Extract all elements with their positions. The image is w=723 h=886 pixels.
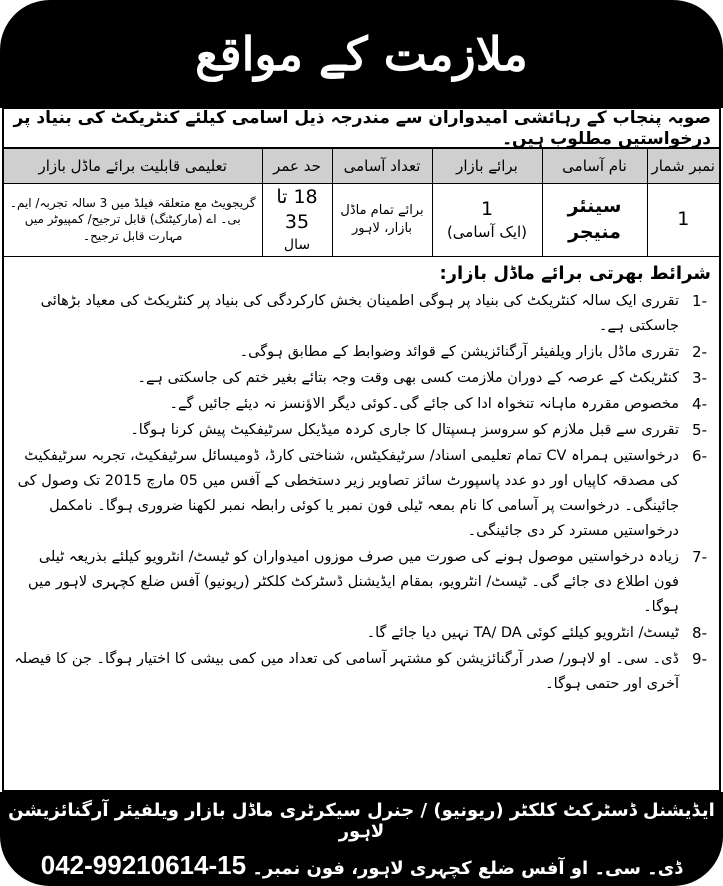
col-qualification: تعلیمی قابلیت برائے ماڈل بازار [4,149,262,183]
cell-market: برائے تمام ماڈل بازار، لاہور [332,183,432,256]
item-number: 1- [692,291,707,310]
vacancy-table [4,149,719,257]
item-text: ڈی۔ سی۔ او لاہور/ صدر آرگنائزیشن کو مشتہر آسامی کی تعداد میں کمی بیشی کا اختیار ہوگا۔ جن کا فیصلہ آخری اور حتمی ہوگا۔ [14,650,679,692]
list-item [12,621,711,646]
item-number: 6- [692,446,707,465]
title-banner [0,0,723,108]
list-item [12,647,711,697]
list-item [12,289,711,339]
conditions-heading: شرائط بھرتی برائے ماڈل بازار: [439,262,711,284]
item-number: 9- [692,649,707,668]
footer-address-text: ڈی۔ سی۔ او آفس ضلع کچہری لاہور، فون نمبر۔ [252,858,683,879]
item-text: درخواستیں ہمراہ CV تمام تعلیمی اسناد/ سرٹیفکیٹس، شناختی کارڈ، ڈومیسائل سرٹیفکیٹ، تجربہ سرٹیفکیٹ کی مصدقہ کاپیاں اور دو عدد پاسپورٹ سائز تصاویر زیر دستخطی کے آفس میں 05 مارچ 2015 تک وصول کی جائینگی۔ درخواست پر آسامی کا نام بمعہ ٹیلی فون نمبر یا کوئی رابطہ نمبر لکھنا ضروری ہوگا۔ نامکمل درخواستیں مسترد کر دی جائینگی۔ [17,447,679,539]
list-item [12,340,711,365]
ad-body [2,107,721,792]
item-number: 8- [692,623,707,642]
intro-text: صوبہ پنجاب کے رہائشی اُمیدواران سے مندرجہ ذیل آسامی کیلئے کنٹریکٹ کی بنیاد پر درخواستیں مطلوب ہیں۔ [4,109,719,149]
item-text: زیادہ درخواستیں موصول ہونے کی صورت میں صرف موزوں امیدواران کو ٹیسٹ/ انٹرویو کیلئے بذریعہ ٹیلی فون اطلاع دی جائے گی۔ ٹیسٹ/ انٹرویو، بمقام ایڈیشنل ڈسٹرکٹ کلکٹر (ریونیو) آفس ضلع کچہری لاہور میں ہوگا۔ [28,548,679,615]
list-item [12,392,711,417]
item-number: 2- [692,342,707,361]
col-age: حد عمر [262,149,332,183]
item-text: ٹیسٹ/ انٹرویو کیلئے کوئی TA/ DA نہیں دیا جائے گا۔ [366,624,679,641]
list-item [12,418,711,443]
item-number: 5- [692,420,707,439]
page-title: ملازمت کے مواقع [195,27,528,81]
cell-count [432,183,542,256]
age-range: 18 تا 35 [276,185,318,234]
item-text: کنٹریکٹ کے عرصہ کے دوران ملازمت کسی بھی وقت وجہ بتائے بغیر ختم کی جاسکتی ہے۔ [137,369,679,386]
cell-qualification: گریجویٹ مع متعلقہ فیلڈ میں 3 سالہ تجربہ/ ایم۔ بی۔ اے (مارکیٹنگ) قابل ترجیح/ کمپیوٹر میں مہارت قابل ترجیح۔ [4,183,262,256]
table-row [4,183,719,256]
cell-serial: 1 [647,183,719,256]
item-text: مخصوص مقررہ ماہانہ تنخواہ ادا کی جائے گی۔کوئی دیگر الاؤنسز نہ دیئے جائیں گے۔ [169,395,679,412]
list-item [12,444,711,544]
footer-office: ایڈیشنل ڈسٹرکٹ کلکٹر (ریونیو) / جنرل سیکرٹری ماڈل بازار ویلفیئر آرگنائزیشن لاہور [8,800,715,842]
item-text: تقرری ایک سالہ کنٹریکٹ کی بنیاد پر ہوگی اطمینان بخش کارکردگی کی بنیاد پر کنٹریکٹ کی معیاد بڑھائی جاسکتی ہے۔ [40,292,679,334]
col-market: برائے بازار [432,149,542,183]
item-number: 4- [692,394,707,413]
cell-age [262,183,332,256]
item-text: تقرری سے قبل ملازم کو سروسز ہسپتال کا جاری کردہ میڈیکل سرٹیفکیٹ پیش کرنا ہوگا۔ [130,421,679,438]
col-serial: نمبر شمار [647,149,719,183]
col-post: نام آسامی [542,149,647,183]
table-header [4,149,719,183]
item-number: 3- [692,368,707,387]
item-text: تقرری ماڈل بازار ویلفیئر آرگنائزیشن کے قوائد وضوابط کے مطابق ہوگی۔ [239,343,679,360]
conditions [4,257,719,697]
list-item [12,366,711,391]
footer-banner [0,792,723,886]
footer-address [0,850,723,881]
col-count: تعداد آسامی [332,149,432,183]
cell-post: سینئر منیجر [542,183,647,256]
count-words: (ایک آسامی) [446,223,528,242]
phone-number: 042-99210614-15 [40,850,247,880]
item-number: 7- [692,547,707,566]
list-item [12,545,711,620]
age-unit: سال [283,236,311,253]
count-number: 1 [480,197,494,220]
